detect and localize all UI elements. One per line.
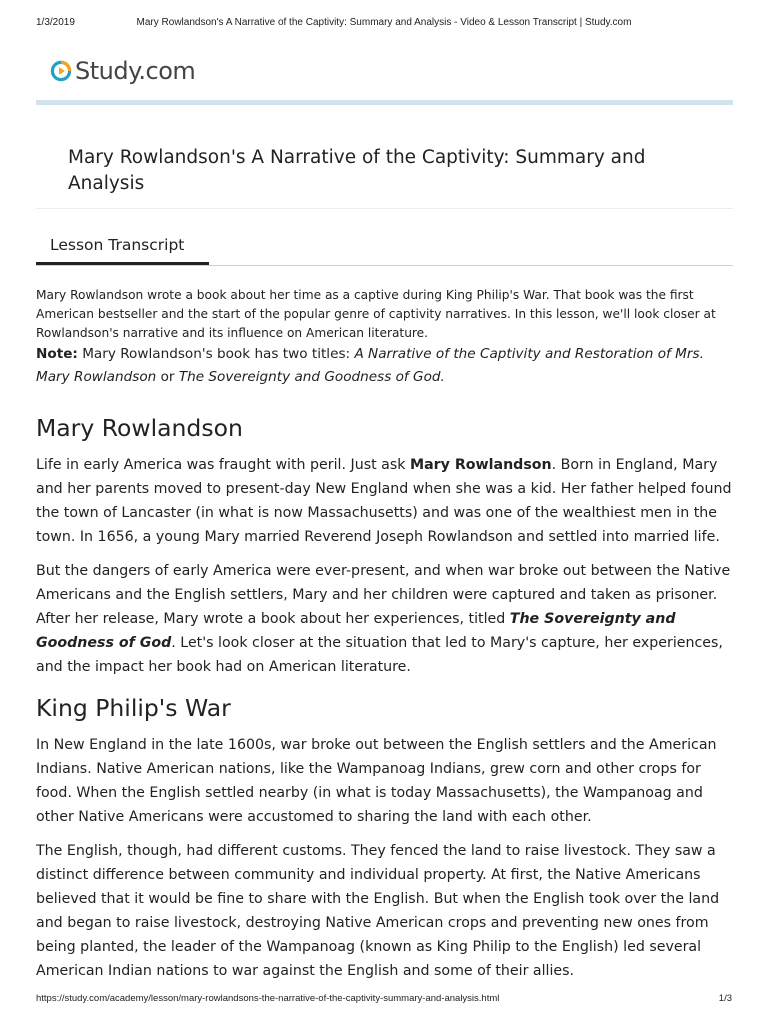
print-page-title: Mary Rowlandson's A Narrative of the Captivity: Summary and Analysis - Video & Lesson Transcript | Study.com: [136, 17, 632, 28]
paragraph-text: . Born in England, Mary and her parents moved to present-day New England when she was a kid. Her father helped found the town of Lancaster (in what is now Massachusetts) and was one of the wealthiest men in the town. In 1656, a young Mary married Reverend Joseph Rowlandson and settled into married life.: [36, 457, 732, 545]
title-note: [36, 343, 733, 389]
print-date: 1/3/2019: [36, 17, 75, 28]
key-term: Mary Rowlandson: [409, 457, 552, 473]
paragraph-text: Life in early America was fraught with peril. Just ask: [36, 457, 410, 473]
transcript-content: [36, 286, 733, 993]
section-heading: Mary Rowlandson: [36, 414, 243, 442]
study-com-logo[interactable]: [50, 56, 195, 86]
section-paragraph: [36, 453, 733, 549]
lesson-summary: Mary Rowlandson wrote a book about her time as a captive during King Philip's War. That book was the first American bestseller and the start of the popular genre of captivity narratives. In this lesson, we'll look closer at Rowlandson's narrative and its influence on American literature.: [36, 288, 716, 340]
tab-divider: [36, 265, 733, 266]
paragraph-text: But the dangers of early America were ever-present, and when war broke out between the Native Americans and the English settlers, Mary and her children were captured and taken as prisoner. After her release, Mary wrote a book about her experiences, titled: [36, 563, 731, 627]
note-book-title-1: A Narrative of the Captivity and Restoration of Mrs. Mary Rowlandson: [36, 346, 704, 385]
study-com-play-icon: [50, 60, 72, 82]
section-heading: King Philip's War: [36, 694, 231, 722]
page-title: Mary Rowlandson's A Narrative of the Captivity: Summary and Analysis: [68, 147, 646, 194]
note-label: Note:: [36, 346, 78, 362]
note-book-title-2: The Sovereignty and Goodness of God.: [178, 369, 445, 385]
section-paragraph: [36, 559, 733, 679]
page-number: 1/3: [718, 993, 732, 1004]
header-divider: [36, 100, 733, 105]
section-paragraph: The English, though, had different customs. They fenced the land to raise livestock. They saw a distinct difference between community and individual property. At first, the Native Americans believed that it would be fine to share with the English. But when the English took over the land and began to raise livestock, destroying Native American crops and preventing new ones from being planted, the leader of the Wampanoag (known as King Philip to the English) led several American Indian nations to war against the English and some of their allies.: [36, 843, 720, 979]
note-text: Mary Rowlandson's book has two titles:: [77, 346, 355, 362]
page-url: https://study.com/academy/lesson/mary-rowlandsons-the-narrative-of-the-captivity-summary-and-analysis.html: [36, 993, 500, 1004]
paragraph-text: . Let's look closer at the situation that led to Mary's capture, her experiences, and the impact her book had on American literature.: [36, 635, 723, 675]
tab-lesson-transcript[interactable]: Lesson Transcript: [50, 236, 185, 254]
title-divider: [36, 208, 733, 209]
logo-text: Study.com: [75, 57, 196, 85]
key-term-title: The Sovereignty and Goodness of God: [36, 611, 676, 651]
note-text: or: [156, 369, 179, 385]
section-paragraph: In New England in the late 1600s, war broke out between the English settlers and the American Indians. Native American nations, like the Wampanoag Indians, grew corn and other crops for food. When the English settled nearby (in what is today Massachusetts), the Wampanoag and other Native Americans were accustomed to sharing the land with each other.: [36, 737, 717, 825]
